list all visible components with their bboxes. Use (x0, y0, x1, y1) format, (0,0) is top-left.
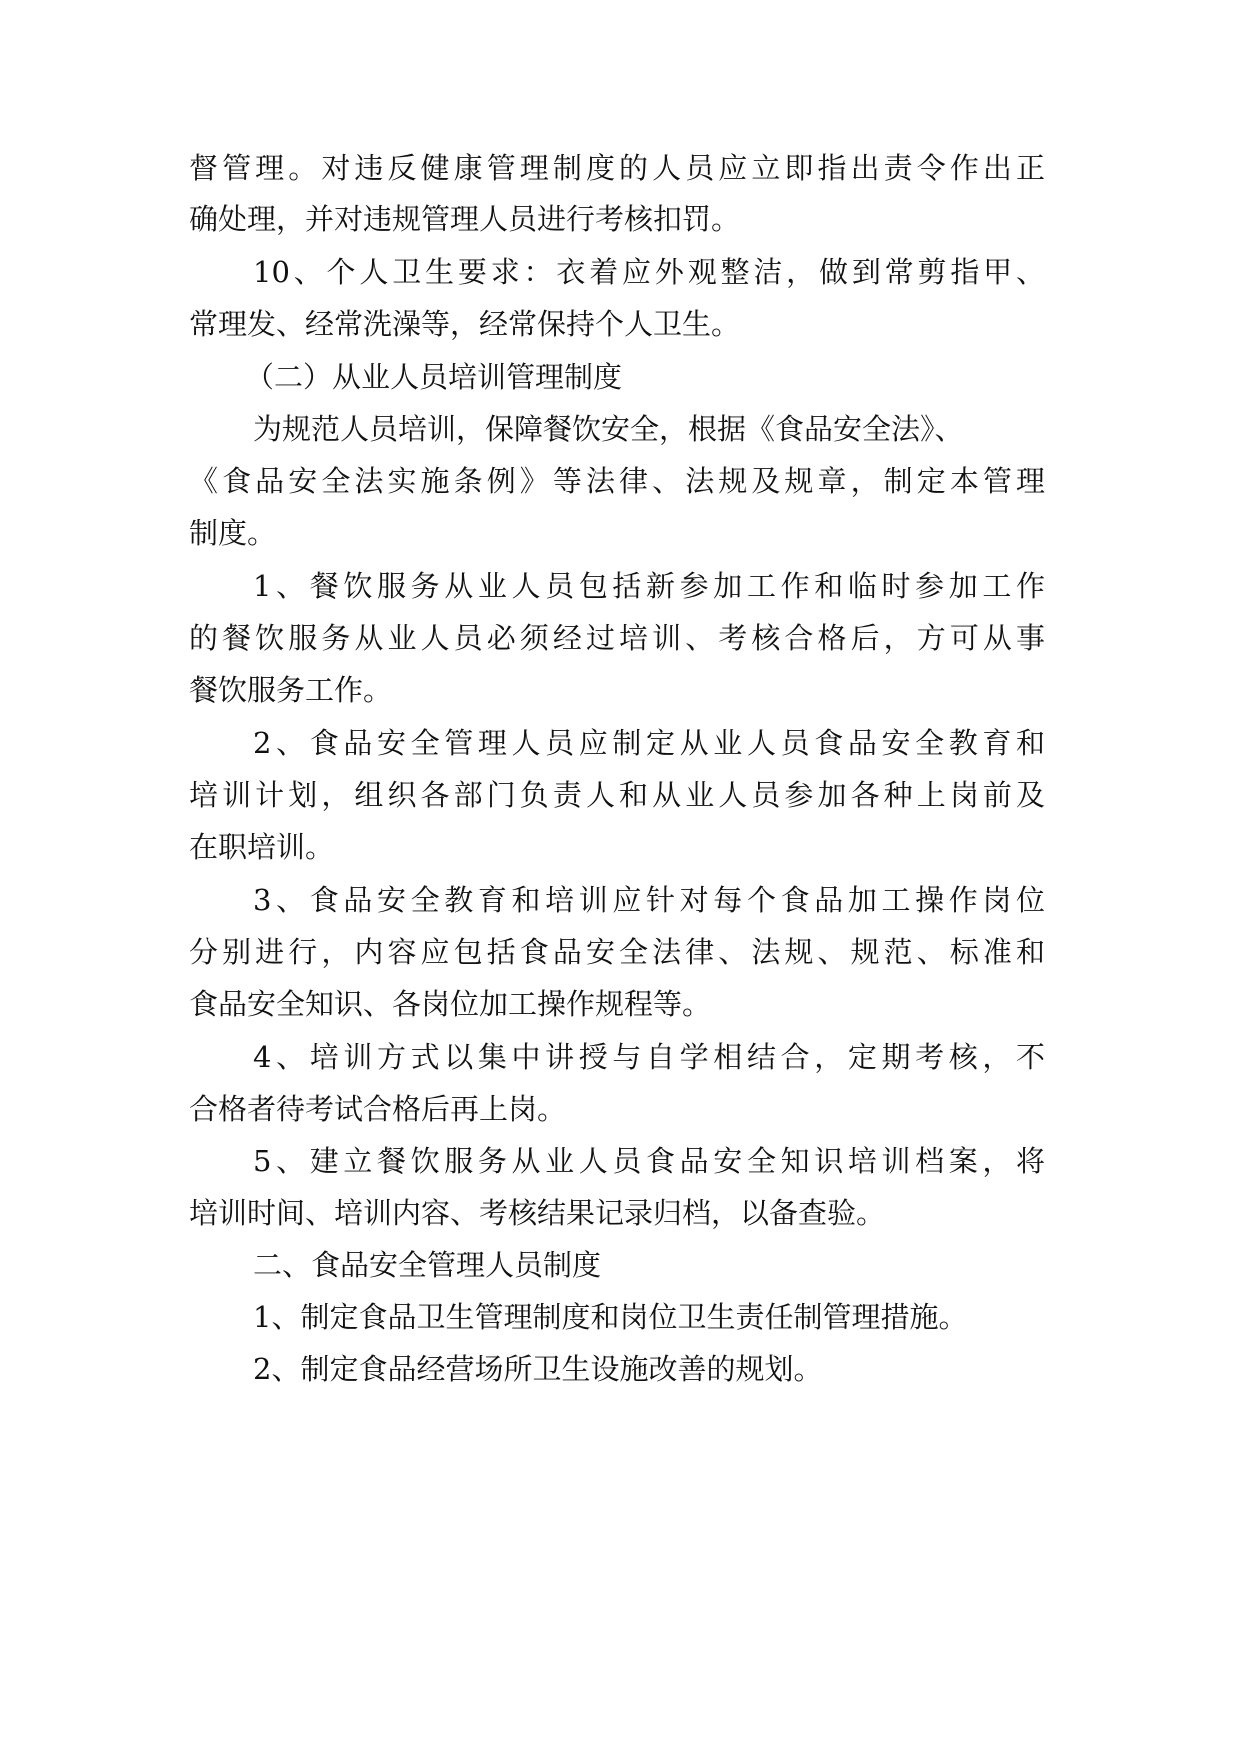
list-item-line: 的餐饮服务从业人员必须经过培训、考核合格后，方可从事 (189, 621, 1045, 655)
list-item-line: 10、个人卫生要求：衣着应外观整洁，做到常剪指甲、 (253, 255, 1045, 289)
paragraph-line: 督管理。对违反健康管理制度的人员应立即指出责令作出正 (189, 151, 1045, 185)
list-item-line: 4、培训方式以集中讲授与自学相结合，定期考核，不 (253, 1040, 1045, 1074)
list-item-line: 1、餐饮服务从业人员包括新参加工作和临时参加工作 (253, 569, 1045, 603)
paragraph-line: 《食品安全法实施条例》等法律、法规及规章，制定本管理 (189, 464, 1045, 498)
section-heading: （二）从业人员培训管理制度 (245, 360, 623, 394)
list-item-line: 3、食品安全教育和培训应针对每个食品加工操作岗位 (253, 883, 1045, 917)
list-item-line: 餐饮服务工作。 (189, 673, 393, 707)
paragraph-line: 为规范人员培训，保障餐饮安全，根据《食品安全法》、 (253, 412, 964, 446)
list-item-line: 食品安全知识、各岗位加工操作规程等。 (189, 987, 712, 1021)
list-item-line: 培训时间、培训内容、考核结果记录归档，以备查验。 (189, 1196, 886, 1230)
list-item-line: 常理发、经常洗澡等，经常保持个人卫生。 (189, 307, 741, 341)
paragraph-line: 制度。 (189, 516, 277, 550)
paragraph-line: 确处理，并对违规管理人员进行考核扣罚。 (189, 202, 741, 236)
list-item-line: 2、食品安全管理人员应制定从业人员食品安全教育和 (253, 726, 1045, 760)
list-item-line: 在职培训。 (189, 830, 335, 864)
list-item-line: 2、制定食品经营场所卫生设施改善的规划。 (253, 1352, 823, 1386)
section-heading: 二、食品安全管理人员制度 (253, 1248, 602, 1282)
list-item-line: 5、建立餐饮服务从业人员食品安全知识培训档案，将 (253, 1144, 1045, 1178)
list-item-line: 1、制定食品卫生管理制度和岗位卫生责任制管理措施。 (253, 1300, 968, 1334)
list-item-line: 分别进行，内容应包括食品安全法律、法规、规范、标准和 (189, 935, 1045, 969)
list-item-line: 培训计划，组织各部门负责人和从业人员参加各种上岗前及 (189, 778, 1045, 812)
list-item-line: 合格者待考试合格后再上岗。 (189, 1092, 567, 1126)
